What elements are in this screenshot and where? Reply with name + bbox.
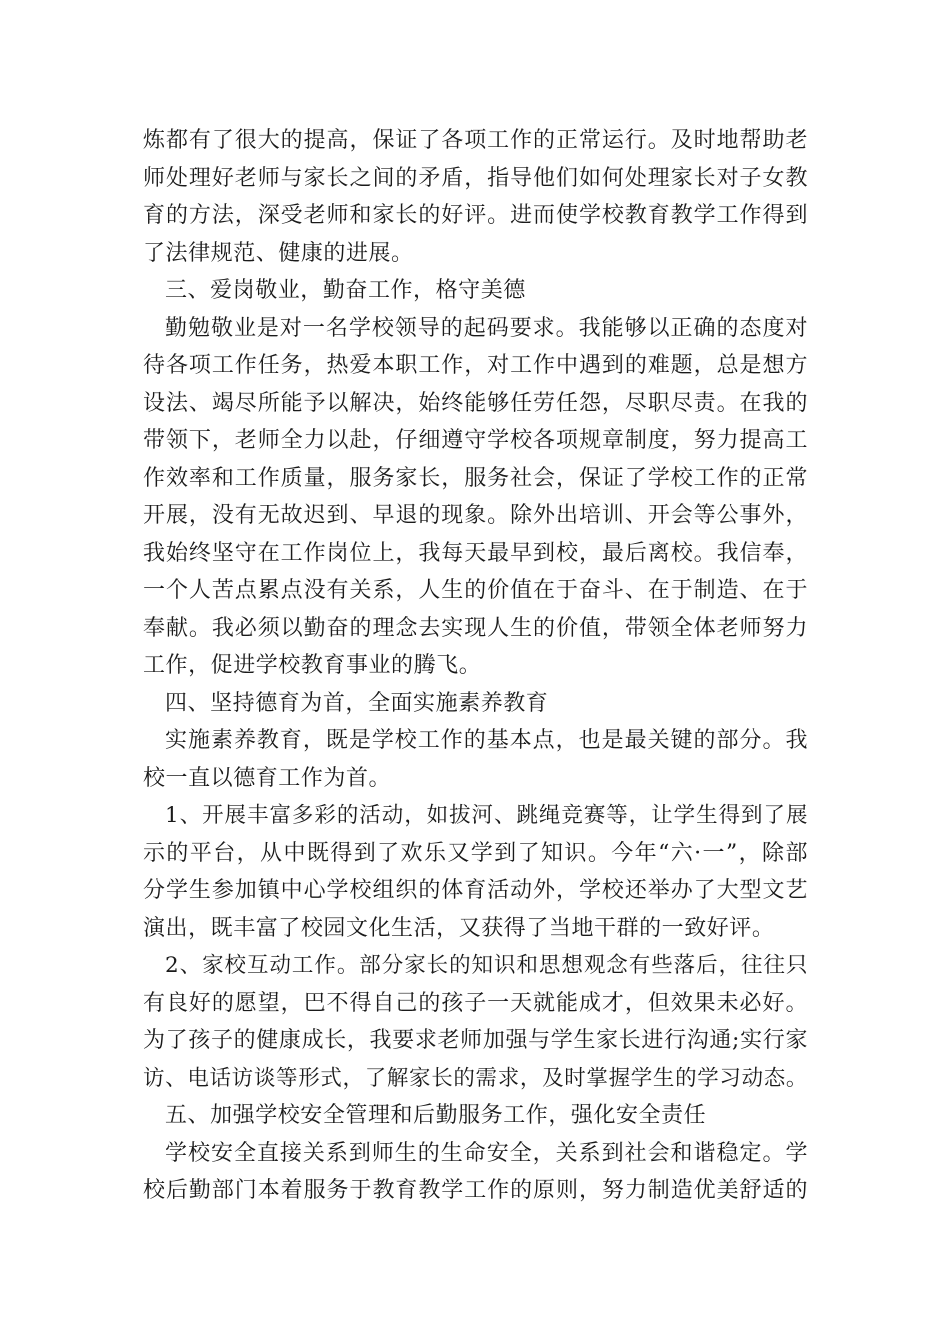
text-line: 实施素养教育，既是学校工作的基本点，也是最关键的部分。我 <box>165 728 808 753</box>
text-line: 为了孩子的健康成长，我要求老师加强与学生家长进行沟通;实行家 <box>143 1028 808 1053</box>
text-line: 炼都有了很大的提高，保证了各项工作的正常运行。及时地帮助老 <box>143 128 808 153</box>
text-line: 四、坚持德育为首，全面实施素养教育 <box>165 690 549 716</box>
text-line: 有良好的愿望，巴不得自己的孩子一天就能成才，但效果未必好。 <box>143 990 808 1016</box>
text-line: 三、爱岗敬业，勤奋工作，格守美德 <box>165 278 526 303</box>
text-line: 访、电话访谈等形式，了解家长的需求，及时掌握学生的学习动态。 <box>143 1065 808 1091</box>
text-line: 我始终坚守在工作岗位上，我每天最早到校，最后离校。我信奉， <box>143 540 808 566</box>
text-line: 了法律规范、健康的进展。 <box>143 240 414 266</box>
text-line: 校一直以德育工作为首。 <box>143 765 392 791</box>
text-line: 师处理好老师与家长之间的矛盾，指导他们如何处理家长对子女教 <box>143 165 808 191</box>
text-line: 设法、竭尽所能予以解决，始终能够任劳任怨，尽职尽责。在我的 <box>143 390 808 416</box>
text-line: 待各项工作任务，热爱本职工作，对工作中遇到的难题，总是想方 <box>143 353 808 378</box>
text-line: 育的方法，深受老师和家长的好评。进而使学校教育教学工作得到 <box>143 203 808 228</box>
text-line: 学校安全直接关系到师生的生命安全，关系到社会和谐稳定。学 <box>165 1140 808 1166</box>
text-line: 作效率和工作质量，服务家长，服务社会，保证了学校工作的正常 <box>143 465 808 491</box>
text-line: 工作，促进学校教育事业的腾飞。 <box>143 653 482 678</box>
text-line: 开展，没有无故迟到、早退的现象。除外出培训、开会等公事外， <box>143 503 808 528</box>
document-body <box>143 122 808 1210</box>
text-line: 奉献。我必须以勤奋的理念去实现人生的价值，带领全体老师努力 <box>143 615 808 641</box>
text-line: 校后勤部门本着服务于教育教学工作的原则，努力制造优美舒适的 <box>143 1178 808 1203</box>
text-line: 示的平台，从中既得到了欢乐又学到了知识。今年“六·一”，除部 <box>143 840 808 866</box>
text-line: 演出，既丰富了校园文化生活，又获得了当地干群的一致好评。 <box>143 915 775 941</box>
text-line: 一个人苦点累点没有关系，人生的价值在于奋斗、在于制造、在于 <box>143 578 808 603</box>
text-line: 分学生参加镇中心学校组织的体育活动外，学校还举办了大型文艺 <box>143 878 808 903</box>
text-line: 勤勉敬业是对一名学校领导的起码要求。我能够以正确的态度对 <box>165 315 808 341</box>
text-line: 带领下，老师全力以赴，仔细遵守学校各项规章制度，努力提高工 <box>143 428 808 453</box>
text-line: 五、加强学校安全管理和后勤服务工作，强化安全责任 <box>165 1103 707 1128</box>
text-line: 1、开展丰富多彩的活动，如拔河、跳绳竞赛等，让学生得到了展 <box>165 803 808 828</box>
text-line: 2、家校互动工作。部分家长的知识和思想观念有些落后，往往只 <box>165 953 808 978</box>
